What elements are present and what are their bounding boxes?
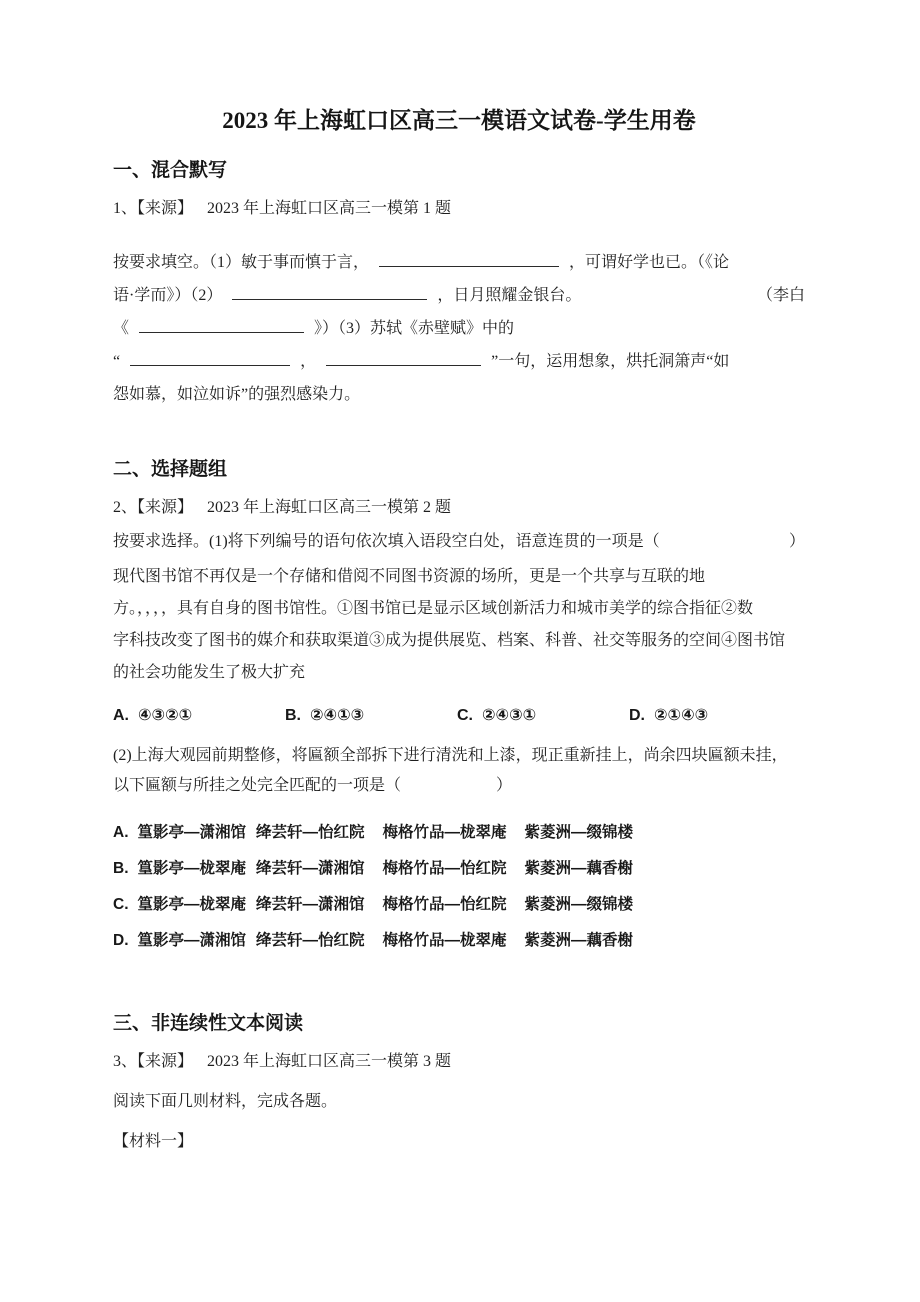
choice-label: C. <box>457 707 473 724</box>
choice-label: B. <box>113 860 129 877</box>
match-option-c <box>113 887 805 923</box>
match-pair: 绛芸轩—怡红院 <box>256 824 365 841</box>
passage-line: 方。，，，，具有自身的图书馆性。①图书馆已是显示区域创新活力和城市美学的综合指征②数 <box>113 600 754 617</box>
question-text: 《 <box>113 320 130 337</box>
choice-value: ②④①③ <box>310 707 365 724</box>
choice-option-a <box>113 705 285 727</box>
source-line-1 <box>113 198 805 220</box>
order-choice-row <box>113 705 805 727</box>
source-line-3 <box>113 1051 805 1073</box>
question-2-prompt-1 <box>113 531 805 553</box>
match-pair: 篁影亭—栊翠庵 <box>137 860 247 877</box>
passage-line: 字科技改变了图书的媒介和获取渠道③成为提供展览、档案、科普、社交等服务的空间④图书馆 <box>113 632 786 649</box>
match-pair: 紫菱洲—缀锦楼 <box>524 896 634 913</box>
choice-label: B. <box>285 707 301 724</box>
choice-label: D. <box>113 932 129 949</box>
question-1-line-3 <box>113 312 805 345</box>
fill-blank <box>326 350 481 366</box>
choice-label: C. <box>113 896 129 913</box>
section-multiple-choice <box>113 457 805 959</box>
passage-line: 现代图书馆不再仅是一个存储和借阅不同图书资源的场所，更是一个共享与互联的地 <box>113 568 706 585</box>
match-pair: 紫菱洲—缀锦楼 <box>524 824 634 841</box>
question-number: 3、【来源】 <box>113 1053 194 1070</box>
match-pair: 篁影亭—潇湘馆 <box>137 932 247 949</box>
question-text: ，日月照耀金银台。 <box>437 287 582 304</box>
fill-blank <box>232 284 427 300</box>
question-2-passage <box>113 561 805 689</box>
source-line-2 <box>113 497 805 519</box>
question-text: ） <box>496 777 513 794</box>
question-text: ，可谓好学也已。（《论 <box>569 254 730 271</box>
question-text: ， <box>300 353 317 370</box>
fill-blank <box>139 317 304 333</box>
source-text: 2023 年上海虹口区高三一模第 1 题 <box>207 200 452 217</box>
match-pair: 篁影亭—栊翠庵 <box>137 896 247 913</box>
match-pair: 紫菱洲—藕香榭 <box>524 860 634 877</box>
question-number: 1、【来源】 <box>113 200 194 217</box>
question-text: 》）（3）苏轼《赤壁赋》中的 <box>314 320 515 337</box>
fill-blank <box>379 251 559 267</box>
question-text: ”一句，运用想象，烘托洞箫声“如 <box>491 353 730 370</box>
question-text: 以下匾额与所挂之处完全匹配的一项是（ <box>113 777 402 794</box>
match-pair: 绛芸轩—潇湘馆 <box>256 860 365 877</box>
question-3-intro: 阅读下面几则材料，完成各题。 <box>113 1093 338 1110</box>
match-pair: 梅格竹品—怡红院 <box>382 896 507 913</box>
match-pair: 紫菱洲—藕香榭 <box>524 932 634 949</box>
source-text: 2023 年上海虹口区高三一模第 2 题 <box>207 499 452 516</box>
material-1-label: 【材料一】 <box>113 1133 194 1150</box>
question-number: 2、【来源】 <box>113 499 194 516</box>
choice-label: D. <box>629 707 645 724</box>
choice-label: A. <box>113 824 129 841</box>
question-text: “ <box>113 353 121 370</box>
choice-option-b <box>285 705 457 727</box>
question-1-line-2 <box>113 279 805 312</box>
question-text: (2)上海大观园前期整修，将匾额全部拆下进行清洗和上漆，现正重新挂上，尚余四块匾额未挂， <box>113 747 788 764</box>
choice-value: ④③②① <box>138 707 193 724</box>
question-1-line-4 <box>113 345 805 378</box>
match-pair: 绛芸轩—怡红院 <box>256 932 365 949</box>
match-option-d <box>113 923 805 959</box>
match-choice-block <box>113 815 805 959</box>
section-reading <box>113 1011 805 1153</box>
choice-option-d <box>629 705 708 727</box>
match-pair: 梅格竹品—栊翠庵 <box>382 932 507 949</box>
choice-value: ②④③① <box>482 707 537 724</box>
question-text: 怨如慕，如泣如诉”的强烈感染力。 <box>113 386 361 403</box>
fill-blank <box>130 350 290 366</box>
question-text: ） <box>788 533 805 550</box>
question-2-prompt-2-line-2 <box>113 771 805 801</box>
question-text: 语·学而》）（2） <box>113 287 223 304</box>
match-pair: 篁影亭—潇湘馆 <box>137 824 247 841</box>
question-text: 按要求选择。(1)将下列编号的语句依次填入语段空白处，语意连贯的一项是（ <box>113 533 660 550</box>
choice-value: ②①④③ <box>654 707 709 724</box>
question-text: 按要求填空。（1）敏于事而慎于言， <box>113 254 370 271</box>
question-2-prompt-2 <box>113 741 805 801</box>
section-heading-2: 二、选择题组 <box>113 459 228 480</box>
question-text: （李白 <box>756 287 805 304</box>
section-heading-3: 三、非连续性文本阅读 <box>113 1013 304 1034</box>
match-option-b <box>113 851 805 887</box>
match-pair: 绛芸轩—潇湘馆 <box>256 896 365 913</box>
question-1-line-5 <box>113 378 805 411</box>
passage-line: 的社会功能发生了极大扩充 <box>113 664 306 681</box>
question-1-line-1 <box>113 246 805 279</box>
match-pair: 梅格竹品—栊翠庵 <box>382 824 507 841</box>
section-dictation <box>113 158 805 411</box>
question-1-body <box>113 246 805 411</box>
choice-option-c <box>457 705 629 727</box>
match-option-a <box>113 815 805 851</box>
section-heading-1: 一、混合默写 <box>113 160 228 181</box>
match-pair: 梅格竹品—怡红院 <box>382 860 507 877</box>
page-title: 2023 年上海虹口区高三一模语文试卷-学生用卷 <box>222 108 696 133</box>
choice-label: A. <box>113 707 129 724</box>
source-text: 2023 年上海虹口区高三一模第 3 题 <box>207 1053 452 1070</box>
